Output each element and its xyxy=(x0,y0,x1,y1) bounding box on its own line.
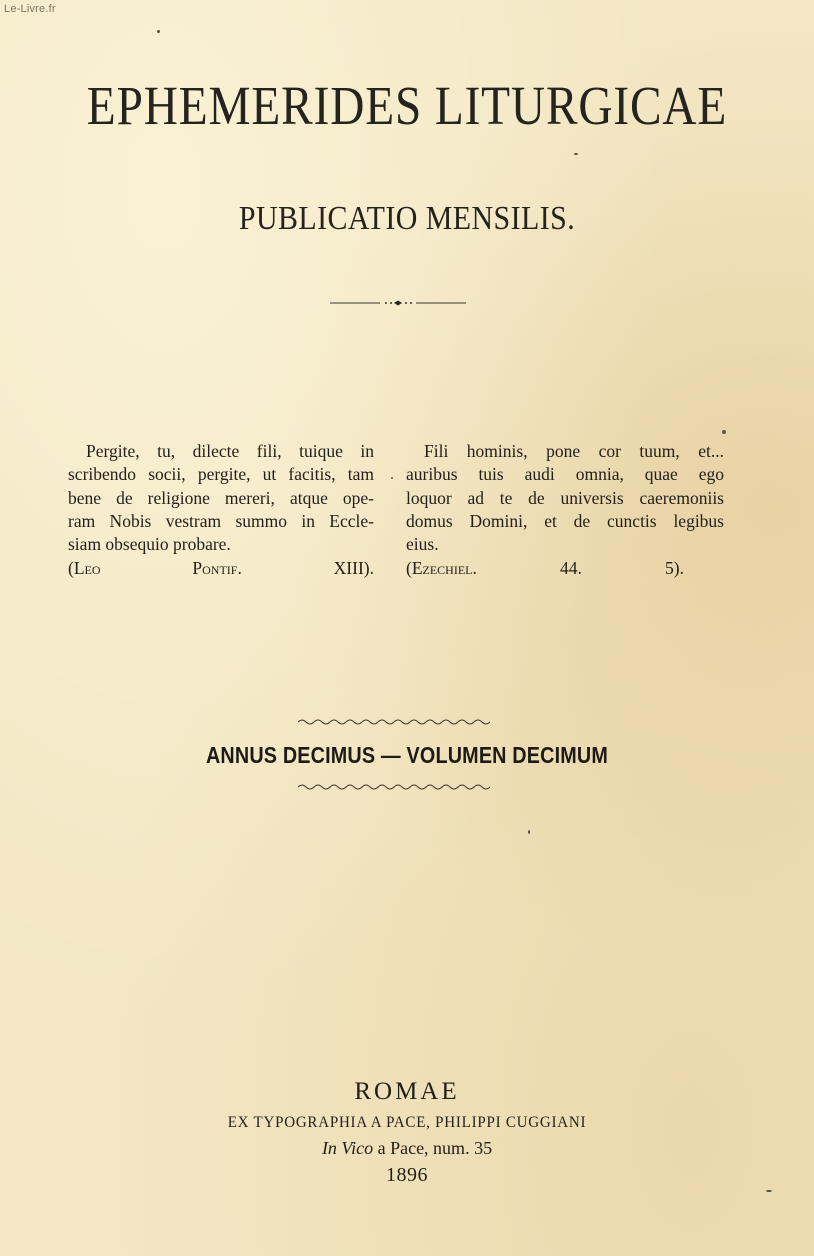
paper-speck xyxy=(766,1190,772,1192)
imprint-street-italic: In Vico xyxy=(321,1138,374,1158)
watermark: Le-Livre.fr xyxy=(4,3,56,15)
imprint-city: ROMAE xyxy=(354,1078,460,1105)
epigraph-right-line: auribus tuis audi omnia, quae ego xyxy=(406,464,724,485)
epigraph-left xyxy=(68,440,374,581)
ornamental-rule xyxy=(330,296,466,310)
epigraph-left-line: siam obsequio probare. xyxy=(68,534,231,555)
imprint-year: 1896 xyxy=(386,1164,428,1186)
imprint-press: EX TYPOGRAPHIA A PACE, PHILIPPI CUGGIANI xyxy=(227,1114,587,1131)
epigraph-right-line: eius. xyxy=(406,534,439,555)
wavy-rule-bottom xyxy=(298,783,490,791)
epigraph-left-line: bene de religione mereri, atque ope- xyxy=(68,487,374,508)
epigraph-left-line: scribendo socii, pergite, ut facitis, tam xyxy=(68,464,374,485)
imprint-street xyxy=(0,1138,814,1159)
journal-subtitle: PUBLICATIO MENSILIS. xyxy=(238,200,576,237)
journal-title: EPHEMERIDES LITURGICAE xyxy=(86,75,728,136)
paper-speck xyxy=(157,30,160,33)
paper-speck xyxy=(528,830,530,834)
epigraph-right-line: domus Domini, et de cunctis legibus xyxy=(406,510,724,531)
imprint-street-rest: a Pace, num. 35 xyxy=(373,1138,493,1158)
paper-speck xyxy=(391,477,393,479)
epigraph-right-citation: (Ezechiel. 44. 5). xyxy=(406,558,684,579)
paper-speck xyxy=(722,430,726,434)
epigraph-right-line: Fili hominis, pone cor tuum, et... xyxy=(424,441,724,461)
epigraph-left-citation: (Leo Pontif. XIII). xyxy=(68,558,374,579)
wavy-rule-top xyxy=(298,718,490,726)
epigraph-right-line: loquor ad te de universis caeremoniis xyxy=(406,487,724,508)
epigraph-right xyxy=(406,440,724,581)
epigraph-left-line: ram Nobis vestram summo in Eccle- xyxy=(68,510,374,531)
paper-speck xyxy=(574,153,578,155)
epigraph-left-line: Pergite, tu, dilecte fili, tuique in xyxy=(86,441,374,461)
volume-line: ANNUS DECIMUS — VOLUMEN DECIMUM xyxy=(205,742,609,768)
